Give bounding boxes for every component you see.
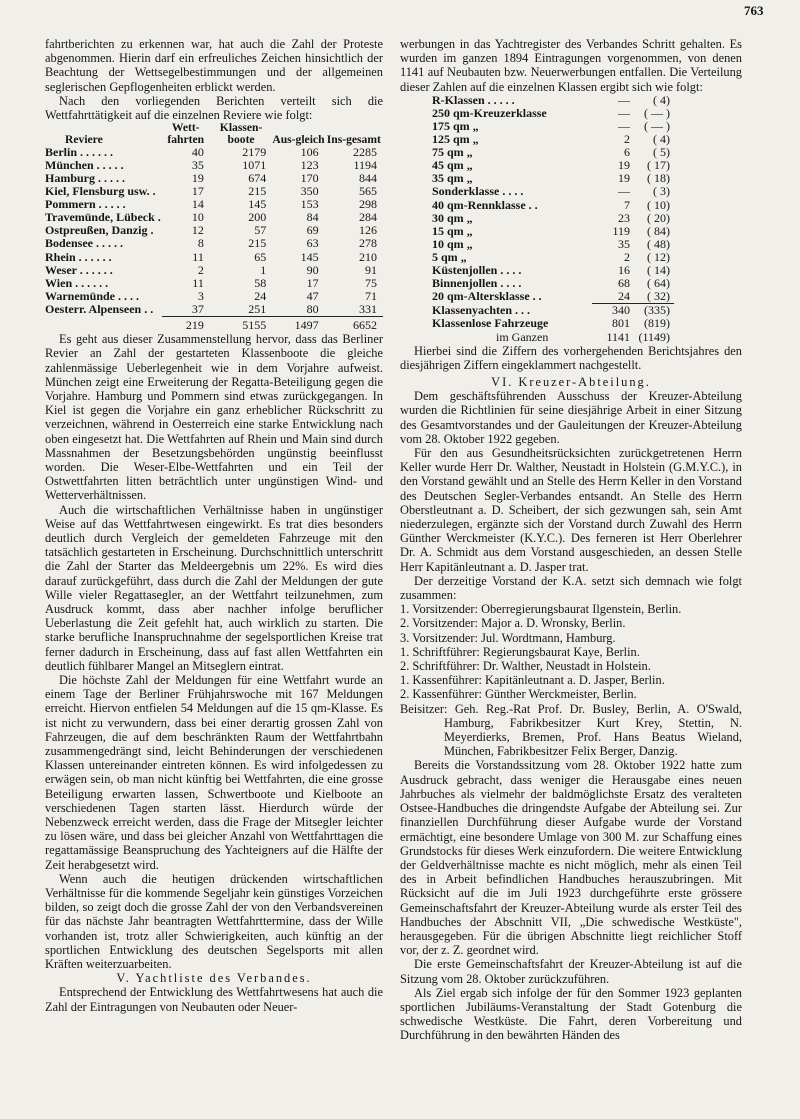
table-cell: 219 [162,317,210,333]
table-cell: 24 [618,289,630,304]
table-cell: 674 [248,171,267,185]
table-cell: ( — ) [644,105,670,120]
table-cell: ( 17) [647,158,670,173]
table-cell: 175 qm „ [432,119,479,133]
table-cell: 37 [191,301,204,316]
paragraph: fahrtberichten zu erkennen war, hat auch die Zahl der Proteste abgenommen. Hierin darf ein erfreuliches Zeichen hinsichtlich der Beachtung der Wettsegelbestimmungen und der allgemeinen seglerischen Gepflogenheiten erblickt werden. [45,37,383,94]
table-cell: 119 [612,223,630,238]
table-cell: 170 [300,171,319,185]
table-cell: 10 [191,210,204,225]
table-cell: ( 4) [653,132,670,147]
table-cell: ( 12) [647,249,670,264]
table-header: Reviere [65,133,103,147]
table-cell: Hamburg . . . . . [45,171,126,185]
table-cell: 1071 [242,157,267,172]
table-cell: — [618,92,630,107]
table-cell: im Ganzen [496,329,549,344]
page-number: 763 [744,3,764,18]
table-row [432,225,674,238]
list-item: 1. Vorsitzender: Oberregierungsbaurat Ilgenstein, Berlin. [400,602,682,617]
table-cell: ( 48) [647,236,670,251]
table-cell: Küstenjollen . . . . [432,263,522,278]
table-row [432,317,674,330]
table-cell: 1497 [272,317,324,333]
table-row [432,94,674,107]
table-cell: 6652 [325,317,383,333]
table-cell: 68 [618,276,630,291]
table-cell: 298 [359,197,377,212]
paragraph: Auch die wirtschaftlichen Verhältnisse haben in ungünstiger Weise auf das Wettfahrtwesen eingewirkt. Es trat dies besonders deutlich durch Vergleich der gemeldeten Fahrzeuge mit den tatsächlich gestarteten in Erscheinung. Durchschnittlich unterschritt die Zahl der Starter das Meldeergebnis um 22%. Es wird dies darauf zurückgeführt, dass durch die Zahl der Meldungen der gute Wille vieler Regattasegler, an der Wettfahrt teilzunehmen, zum Ausdruck kommt, dass aber nachher infolge beruflicher Ueberlastung die Zeit gefehlt hat, auch wirklich zu starten. Die starke berufliche Inanspruchnahme der segelsportlichen Kreise trat ferner dadurch in Erscheinung, dass auf fast allen Wettfahrten ein deutlich fühlbarer Mangel an Mitseglern eintrat. [45,502,383,673]
table-cell: 19 [191,171,204,185]
table-cell: 12 [191,223,204,238]
table-cell: 10 qm „ [432,236,473,251]
table-cell: 71 [365,288,377,303]
table-header: Ins-gesamt [326,133,381,147]
table-cell: (335) [630,304,674,318]
list-item: 2. Vorsitzender: Major a. D. Wronsky, Berlin. [400,616,626,631]
paragraph: Als Ziel ergab sich infolge der für den Sommer 1923 geplanten sportlichen Jubiläums-Veranstaltung der Stadt Gotenburg die schwedische Westküste. Die Fahrt, deren Vorbereitung und Durchführung in den bewährten Händen des [400,985,742,1043]
table-cell: 210 [359,249,377,264]
table-row [45,303,383,317]
table-cell: 145 [248,197,267,212]
table-cell: 19 [618,171,630,186]
table-row [432,212,674,225]
table-cell: Oesterr. Alpenseen . . [45,302,154,317]
table-cell: Kiel, Flensburg usw. . [45,184,156,199]
table-cell: Binnenjollen . . . . [432,276,522,291]
list-item: 3. Vorsitzender: Jul. Wordtmann, Hamburg. [400,630,616,645]
table-cell: 11 [192,275,204,290]
table-cell: München . . . . . [45,157,124,172]
table-cell: 284 [359,210,377,225]
table-cell: 19 [618,158,630,173]
paragraph: Die höchste Zahl der Meldungen für eine Wettfahrt wurde an einem Tage der Berliner Frühjahrswoche mit 167 Meldungen erreicht. Hiervon entfielen 54 Meldungen auf die 15 qm-Klasse. Es ist nicht zu verwundern, dass bei einer derartig grossen Zahl von Fahrzeugen, die auf dem beschränkten Raum der Wettfahrtbahn zusammengedrängt sind, leicht Behinderungen der verschiedenen Klassen untereinander eintreten können. Es wird infolgedessen zu erwägen sein, ob man nicht künftig bei Wettfahrten, die eine grosse Beteiligung erwarten lassen, Schwertboote und Kielboote an verschiedenen Tagen starten lässt. Hierdurch würde der Nebenzweck erreicht werden, dass die Frage der Mitsegler leichter zu lösen wäre, und dass bei gleicher Anzahl von Wettfahrttagen die regattamässige Beanspruchung des Yachteigners auf die Hälfte der Zeit herabgesetzt wird. [45,673,383,872]
table-cell: 57 [254,223,267,238]
table-cell: Pommern . . . . . [45,197,126,212]
table-cell: 80 [306,301,319,316]
table-cell: 801 [612,316,630,331]
table-cell: 8 [197,236,204,251]
table-cell: ( — ) [644,119,670,133]
table-cell: 35 [191,157,204,172]
table-cell: — [618,119,630,133]
table-cell: 215 [248,184,267,199]
table-cell: 23 [618,210,630,225]
table-cell: Travemünde, Lübeck . [45,210,161,225]
table-cell: 90 [306,262,319,277]
table-cell: 58 [254,275,267,290]
table-cell: 35 qm „ [432,171,473,186]
table-cell: 2 [197,262,204,277]
table-cell: 565 [359,184,377,199]
table-cell: 16 [618,263,630,278]
table-cell: 63 [306,236,319,251]
table-cell: 278 [359,236,377,251]
table-cell: 40 [191,144,204,159]
table-cell: 340 [592,304,630,318]
table-cell: 1 [260,262,267,277]
table-cell: 350 [300,184,319,199]
table-totals-row [45,317,383,333]
left-column [45,37,383,1014]
table-cell: 11 [192,249,204,264]
table-cell: 91 [365,262,377,277]
table-row [432,290,674,304]
table-cell: 20 qm-Altersklasse . . [432,289,542,304]
table-cell: Klassenyachten . . . [432,303,531,318]
table-cell: (1149) [638,329,670,344]
table-cell: 17 [191,184,204,199]
table-cell: R-Klassen . . . . . [432,92,515,107]
table-cell: (819) [644,316,670,331]
paragraph: Es geht aus dieser Zusammenstellung hervor, dass das Berliner Revier an Zahl der gestarteten Klassenboote die gleiche zahlenmässige Ueberlegenheit wie in dem Vorjahre aufweist. München zeigt eine Erweiterung der Regatta-Beteiligung gegen die Vorjahre. Hamburg und Pommern sind etwas zurückgegangen. In Kiel ist gegen die Vorjahre ein ganz erheblicher Rückschritt zu verzeichnen, während in Oesterreich eine starke Entwicklung nach oben eingesetzt hat. Die Wettfahrten auf Rhein und Main sind durch Massnahmen der Besetzungsbehörden ungünstig beeinflusst worden. Die Weser-Elbe-Wettfahrten und ein Teil der Ostwettfahrten litten beträchtlich unter ungünstigen Wind- und Wetterverhältnissen. [45,332,383,503]
table-cell: 84 [306,210,319,225]
table-row [45,290,383,303]
table-cell: 5 qm „ [432,249,467,264]
list-item: 1. Schriftführer: Regierungsbaurat Kaye, Berlin. [400,644,640,659]
paragraph: Der derzeitige Vorstand der K.A. setzt sich demnach wie folgt zusammen: [400,573,742,603]
paragraph: Bereits die Vorstandssitzung vom 28. Oktober 1922 hatte zum Ausdruck gebracht, dass weniger die Herausgabe eines neuen Jahrbuches als vielmehr der baldmöglichste Ersatz des veralteten Ostsee-Handbuches die dringendste Aufgabe der Abteilung sei. Zur finanziellen Durchführung dieser Aufgabe wurde der Vorstand ermächtigt, eine besondere Umlage von 300 M. zur Schaffung eines Grundstocks für dieses Werk einzufordern. Die weitere Entwicklung der Geldverhältnisse machte es nicht möglich, mehr als einen Teil des in Arbeit befindlichen Handbuches herauszubringen. Mit Rücksicht auf die im Juli 1923 durchgeführte erste grössere Gemeinschaftsfahrt der Kreuzer-Abteilung wurde als erster Teil des Handbuches der Abschnitt VII, „Die schwedische Westküste", herausgegeben. Für die übrigen Abschnitte liegt reichlicher Stoff vor, der z. Z. geordnet wird. [400,758,742,958]
table-cell: 125 qm „ [432,132,479,147]
table-cell: ( 84) [647,223,670,238]
table-cell: ( 14) [647,263,670,278]
table-cell: 1141 [606,329,630,344]
table-cell: 200 [248,210,267,225]
table-cell: ( 20) [647,210,670,225]
paragraph: Die erste Gemeinschaftsfahrt der Kreuzer-Abteilung ist auf die Sitzung vom 28. Oktober zurückzuführen. [400,957,742,986]
klassen-total-row [432,331,674,344]
reviere-table [45,122,383,332]
table-cell: 6 [624,145,630,160]
table-cell: ( 4) [653,92,670,107]
beisitzer: Beisitzer: Geh. Reg.-Rat Prof. Dr. Busley, Berlin, A. O'Swald, Hamburg, Fabrikbesitzer Kurt Krey, Stettin, N. Meyerdierks, Bremen, Prof. Hans Beatus Wieland, München, Fabrikbesitzer Felix Berger, Danzig. [400,701,742,759]
table-row [432,238,674,251]
table-cell: 5155 [210,317,272,333]
table-cell: 30 qm „ [432,210,473,225]
paragraph: Für den aus Gesundheitsrücksichten zurückgetretenen Herrn Keller wurde Herr Dr. Walther, Neustadt in Holstein (G.M.Y.C.), in den Vorstand gewählt und an Stelle des Herrn Keller in den Vorstand des Deutschen Segler-Verbandes entsandt. An Stelle des Herrn Oberstleutnant a. D. Scheibert, der sich gezwungen sah, sein Amt niederzulegen, ergänzte sich der Vorstand durch Zuwahl des Herrn Günther Werckmeister (K.Y.C.). Des ferneren ist Herr Oberlehrer Dr. A. Schmidt aus dem Vorstand ausgeschieden, an dessen Stelle Herr Kapitänleutnant a. D. Jasper trat. [400,446,742,574]
table-cell: Warnemünde . . . . [45,288,140,303]
table-cell: 331 [359,301,377,316]
table-cell: 15 qm „ [432,223,473,238]
table-cell: Klassenlose Fahrzeuge [432,316,549,331]
table-cell: 2285 [353,144,377,159]
paragraph: Entsprechend der Entwicklung des Wettfahrtwesens hat auch die Zahl der Eintragungen von Neubauten oder Neuer- [45,985,383,1014]
table-cell: 17 [306,275,319,290]
klassen-table [432,94,674,344]
table-row [45,146,383,159]
table-cell: ( 18) [647,171,670,186]
table-cell: ( 32) [647,289,670,304]
table-cell: 75 qm „ [432,145,473,160]
table-cell: 2 [624,132,630,147]
table-cell: ( 5) [653,145,670,160]
table-header: Wett-fahrten [167,121,205,147]
table-cell: 2179 [242,144,267,159]
list-item: 2. Kassenführer: Günther Werckmeister, Berlin. [400,687,637,702]
table-cell: 250 qm-Kreuzerklasse [432,105,547,120]
table-cell: 35 [618,236,630,251]
table-cell: 7 [624,197,630,212]
table-cell: 65 [254,249,267,264]
table-cell: — [618,105,630,120]
table-cell: 123 [300,157,319,172]
table-cell: Ostpreußen, Danzig . [45,223,154,238]
table-cell: 1194 [353,157,377,172]
table-cell: 45 qm „ [432,158,473,173]
table-cell: 3 [197,288,204,303]
table-cell: 40 qm-Rennklasse . . [432,197,538,212]
vorstand-list [400,602,742,701]
table-cell: ( 10) [647,197,670,212]
paragraph: werbungen in das Yachtregister des Verbandes Schritt gehalten. Es wurden im ganzen 1894 Eintragungen vorgenommen, von denen 1141 auf Neubauten bzw. Neuerwerbungen entfallen. Die Verteilung dieser Zahlen auf die einzelnen Klassen ergibt sich wie folgt: [400,37,742,94]
table-cell: 844 [359,171,377,185]
paragraph: Wenn auch die heutigen drückenden wirtschaftlichen Verhältnisse für die kommende Segeljahr kein günstiges Vorzeichen bilden, so zeigt doch die grosse Zahl der von den Verbandsvereinen für das nächste Jahr beantragten Wettfahrttermine, dass der Wille vorhanden ist, trotz aller Schwierigkeiten, auch künftig an der sportlichen Entwicklung des deutschen Segelsports mit allen Kräften weiterzuarbeiten. [45,871,383,972]
table-row [432,185,674,198]
table-cell: Bodensee . . . . . [45,236,123,251]
table-cell: Berlin . . . . . . [45,144,113,159]
list-item: 1. Kassenführer: Kapitänleutnant a. D. Jasper, Berlin. [400,673,665,688]
table-cell: ( 3) [653,184,670,199]
paragraph: Nach den vorliegenden Berichten verteilt sich die Wettfahrttätigkeit auf die einzelnen Reviere wie folgt: [45,93,383,123]
table-row [432,199,674,212]
table-header: Aus-gleich [272,133,325,147]
table-header: Klassen-boote [219,121,263,147]
table-cell: Rhein . . . . . . [45,249,112,264]
section-heading: V. Yachtliste des Verbandes. [116,971,312,986]
table-cell: 69 [306,223,319,238]
table-cell: 14 [191,197,204,212]
table-cell: 106 [300,144,319,159]
table-row [432,304,674,318]
table-row [45,264,383,277]
table-cell: ( 64) [647,276,670,291]
right-column [400,37,742,1043]
table-cell: 251 [248,301,267,316]
section-heading: VI. Kreuzer-Abteilung. [491,375,651,389]
table-cell: 2 [624,249,630,264]
table-cell: 47 [306,288,319,303]
table-row [45,277,383,290]
table-cell: Wien . . . . . . [45,275,109,290]
table-row [45,251,383,264]
table-cell: Weser . . . . . . [45,262,113,277]
table-cell: 126 [359,223,377,238]
paragraph: Hierbei sind die Ziffern des vorhergehenden Berichtsjahres den diesjährigen Ziffern eingeklammert nachgestellt. [400,343,742,372]
paragraph: Dem geschäftsführenden Ausschuss der Kreuzer-Abteilung wurden die Richtlinien für seine diesjährige Arbeit in einer Sitzung des Gesamtvorstandes und der Gauleitungen der Kreuzer-Abteilung vom 28. Oktober 1922 gegeben. [400,389,742,446]
table-cell: 153 [300,197,319,212]
table-cell: 24 [254,288,267,303]
table-cell: Sonderklasse . . . . [432,184,524,199]
table-cell: 215 [248,236,267,251]
table-row [45,237,383,250]
list-item: 2. Schriftführer: Dr. Walther, Neustadt in Holstein. [400,659,651,674]
table-cell: 145 [300,249,319,264]
table-row [432,277,674,290]
table-cell: 75 [365,275,377,290]
table-cell: — [618,184,630,199]
